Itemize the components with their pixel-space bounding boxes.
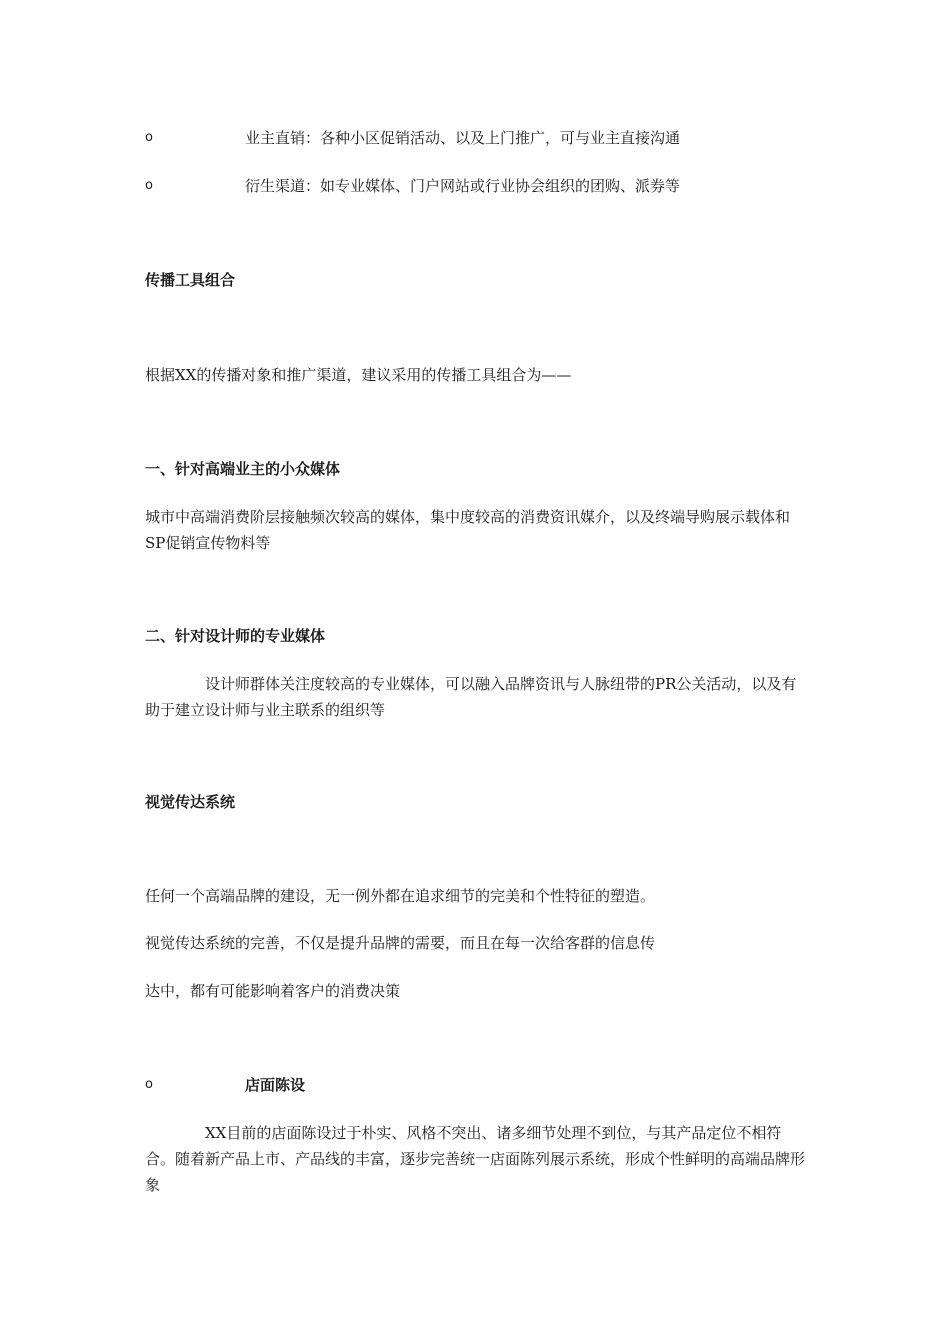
section-intro-tools: 根据XX的传播对象和推广渠道，建议采用的传播工具组合为—— xyxy=(145,366,572,384)
bullet-marker: o xyxy=(145,1077,153,1092)
visual-line-2: 视觉传达系统的完善，不仅是提升品牌的需要，而且在每一次给客群的信息传 xyxy=(145,934,656,952)
visual-line-3: 达中，都有可能影响着客户的消费决策 xyxy=(145,982,401,1000)
bullet-marker: o xyxy=(145,130,153,145)
paragraph-owner-media: 城市中高端消费阶层接触频次较高的媒体，集中度较高的消费资讯媒介，以及终端导购展示载体和SP促销宣传物料等 xyxy=(145,508,791,552)
paragraph-designer-media: 设计师群体关注度较高的专业媒体，可以融入品牌资讯与人脉纽带的PR公关活动，以及有助于建立设计师与业主联系的组织等 xyxy=(145,675,797,719)
bullet-text: 衍生渠道：如专业媒体、门户网站或行业协会组织的团购、派券等 xyxy=(245,177,681,195)
section-heading-store: 店面陈设 xyxy=(245,1076,306,1094)
bullet-marker: o xyxy=(145,178,153,193)
paragraph-store-display: XX目前的店面陈设过于朴实、风格不突出、诸多细节处理不到位，与其产品定位不相符合。随着新产品上市、产品线的丰富，逐步完善统一店面陈列展示系统，形成个性鲜明的高端品牌形象 xyxy=(145,1124,806,1194)
bullet-text: 业主直销：各种小区促销活动、以及上门推广，可与业主直接沟通 xyxy=(245,129,681,147)
section-heading-owner-media: 一、针对高端业主的小众媒体 xyxy=(145,460,341,478)
section-heading-tools: 传播工具组合 xyxy=(145,271,236,289)
section-heading-designer-media: 二、针对设计师的专业媒体 xyxy=(145,627,326,645)
section-heading-visual: 视觉传达系统 xyxy=(145,793,236,811)
visual-line-1: 任何一个高端品牌的建设，无一例外都在追求细节的完美和个性特征的塑造。 xyxy=(145,887,656,905)
